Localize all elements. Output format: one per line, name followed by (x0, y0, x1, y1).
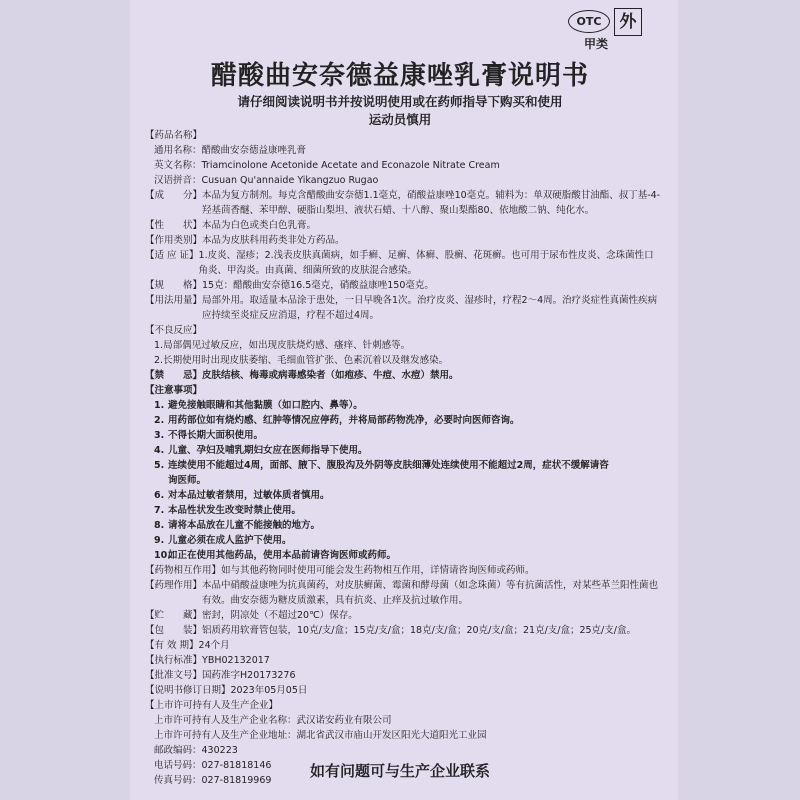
precaution-line: 连续使用不能超过4周，面部、腋下、腹股沟及外阴等皮肤细薄处连续使用不能超过2周，症状不缓解请咨 (168, 460, 609, 471)
english-name-row (145, 158, 663, 173)
fax-label: 传真号码： (154, 775, 202, 786)
precaution-text: 儿童必须在成人监护下使用。 (168, 535, 292, 546)
precaution-number: 7. (154, 505, 165, 516)
interaction-text: 如与其他药物同时使用可能会发生药物相互作用，详情请咨询医师或药师。 (221, 565, 535, 576)
precaution-item (145, 443, 663, 458)
approval-text: 国药准字H20173276 (202, 670, 296, 681)
appearance-label: 【性 状】 (145, 220, 203, 231)
usage-section (145, 293, 663, 323)
external-use-badge: 外 (614, 8, 642, 36)
validity-text: 24个月 (198, 640, 230, 651)
precautions-list (145, 398, 663, 563)
leaflet-body (145, 128, 663, 788)
standard-section (145, 653, 663, 668)
validity-label: 【有 效 期】 (145, 640, 199, 651)
holder-address-row (145, 728, 663, 743)
usage-label: 【用法用量】 (145, 295, 203, 306)
phone-value: 027-81818146 (201, 760, 272, 771)
composition-section (145, 188, 663, 218)
precaution-number: 4. (154, 445, 165, 456)
precaution-number: 1. (154, 400, 165, 411)
precaution-text: 儿童、孕妇及哺乳期妇女应在医师指导下使用。 (168, 445, 368, 456)
composition-label: 【成 分】 (145, 190, 203, 201)
interaction-label: 【药物相互作用】 (145, 565, 222, 576)
precaution-number: 9. (154, 535, 165, 546)
holder-name-value: 武汉诺安药业有限公司 (296, 715, 392, 726)
precaution-text: 不得长期大面积使用。 (168, 430, 264, 441)
composition-text: 本品为复方制剂。每克含醋酸曲安奈德1.1毫克，硝酸益康唑10毫克。辅料为：单双硬脂酸甘油酯、叔丁基-4-羟基茴香醚、苯甲醇、硬脂山梨坦、液状石蜡、十八醇、聚山梨酯80、依地酸二钠、纯化水。 (202, 190, 661, 216)
approval-label: 【批准文号】 (145, 670, 203, 681)
precaution-item (145, 413, 663, 428)
validity-section (145, 638, 663, 653)
common-name-label: 通用名称： (154, 145, 202, 156)
contraindication-label: 【禁 忌】 (145, 370, 203, 381)
common-name-value: 醋酸曲安奈德益康唑乳膏 (201, 145, 307, 156)
precaution-number: 6. (154, 490, 165, 501)
precaution-item (145, 458, 663, 488)
package-text: 铝质药用软膏管包装，10克/支/盒；15克/支/盒；18克/支/盒；20克/支/盒；21克/支/盒；25克/支/盒。 (202, 625, 636, 636)
precaution-item (145, 533, 663, 548)
precaution-text: 避免接触眼睛和其他黏膜（如口腔内、鼻等）。 (168, 400, 363, 411)
holder-address-label: 上市许可持有人及生产企业地址： (154, 730, 297, 741)
category-text: 本品为皮肤科用药类非处方药品。 (202, 235, 345, 246)
appearance-text: 本品为白色或类白色乳膏。 (202, 220, 317, 231)
holder-name-label: 上市许可持有人及生产企业名称： (154, 715, 297, 726)
precaution-number: 10. (154, 550, 171, 561)
fax-value: 027-81819969 (201, 775, 272, 786)
usage-warning: 请仔细阅读说明书并按说明使用或在药师指导下购买和使用 (237, 94, 563, 109)
holder-address-value: 湖北省武汉市庙山开发区阳光大道阳光工业园 (296, 730, 487, 741)
contact-footer: 如有问题可与生产企业联系 (309, 762, 490, 780)
precaution-item (145, 488, 663, 503)
precaution-line: 询医师。 (168, 475, 207, 486)
precaution-text: 如正在使用其他药品，使用本品前请咨询医师或药师。 (168, 550, 397, 561)
adverse-item: 2.长期使用时出现皮肤萎缩、毛细血管扩张、色素沉着以及继发感染。 (154, 355, 449, 366)
revision-label: 【说明书修订日期】 (145, 685, 231, 696)
package-section (145, 623, 663, 638)
standard-text: YBH02132017 (202, 655, 270, 666)
storage-label: 【贮 藏】 (145, 610, 203, 621)
phone-label: 电话号码： (154, 760, 202, 771)
english-name-label: 英文名称： (154, 160, 202, 171)
precaution-item (145, 398, 663, 413)
precaution-number: 2. (154, 415, 165, 426)
precaution-text: 对本品过敏者禁用，过敏体质者慎用。 (168, 490, 330, 501)
drug-name-header: 【药品名称】 (145, 130, 203, 141)
contraindication-text: 皮肤结核、梅毒或病毒感染者（如疱疹、牛痘、水痘）禁用。 (202, 370, 459, 381)
indications-text: 1.皮炎、湿疹；2.浅表皮肤真菌病，如手癣、足癣、体癣、股癣、花斑癣。也可用于尿布性皮炎、念珠菌性口角炎、甲沟炎。由真菌、细菌所致的皮肤混合感染。 (198, 250, 654, 276)
indications-section (145, 248, 663, 278)
usage-text: 局部外用。取适量本品涂于患处，一日早晚各1次。治疗皮炎、湿疹时，疗程2～4周。治疗炎症性真菌性疾病应持续至炎症反应消退，疗程不超过4周。 (202, 295, 658, 321)
standard-label: 【执行标准】 (145, 655, 203, 666)
contraindication-section (145, 368, 663, 383)
precaution-text (168, 458, 663, 488)
adverse-item: 1.局部偶见过敏反应，如出现皮肤烧灼感、瘙痒、针刺感等。 (154, 340, 411, 351)
precaution-text: 请将本品放在儿童不能接触的地方。 (168, 520, 321, 531)
approval-section (145, 668, 663, 683)
storage-section (145, 608, 663, 623)
postal-code-row (145, 743, 663, 758)
pinyin-name-value: Cusuan Qu'annaide Yikangzuo Rugao (201, 175, 379, 186)
category-label: 【作用类别】 (145, 235, 203, 246)
athlete-warning: 运动员慎用 (368, 112, 432, 127)
indications-label: 【适 应 证】 (145, 250, 199, 261)
package-label: 【包 装】 (145, 625, 203, 636)
precaution-number: 3. (154, 430, 165, 441)
precaution-item (145, 428, 663, 443)
adverse-label: 【不良反应】 (145, 325, 203, 336)
holder-label: 【上市许可持有人及生产企业】 (145, 700, 279, 711)
precaution-item (145, 518, 663, 533)
precaution-item (145, 503, 663, 518)
spec-label: 【规 格】 (145, 280, 203, 291)
pharmacology-text: 本品中硝酸益康唑为抗真菌药，对皮肤癣菌、霉菌和酵母菌（如念珠菌）等有抗菌活性，对某些革兰阳性菌也有效。曲安奈德为糖皮质激素，具有抗炎、止痒及抗过敏作用。 (202, 580, 659, 606)
precaution-item (145, 548, 663, 563)
english-name-value: Triamcinolone Acetonide Acetate and Econazole Nitrate Cream (201, 160, 500, 171)
postal-code-label: 邮政编码： (154, 745, 202, 756)
spec-section (145, 278, 663, 293)
category-section (145, 233, 663, 248)
spec-text: 15克：醋酸曲安奈德16.5毫克，硝酸益康唑150毫克。 (202, 280, 434, 291)
precaution-number: 5. (154, 460, 165, 471)
postal-code-value: 430223 (201, 745, 238, 756)
revision-text: 2023年05月05日 (230, 685, 308, 696)
storage-text: 密封，阴凉处（不超过20℃）保存。 (202, 610, 358, 621)
pinyin-name-label: 汉语拼音： (154, 175, 202, 186)
class-a-label: 甲类 (584, 37, 609, 51)
pharmacology-section (145, 578, 663, 608)
precaution-text: 用药部位如有烧灼感、红肿等情况应停药，并将局部药物洗净，必要时向医师咨询。 (168, 415, 520, 426)
precautions-label: 【注意事项】 (145, 385, 203, 396)
holder-name-row (145, 713, 663, 728)
revision-section (145, 683, 663, 698)
appearance-section (145, 218, 663, 233)
precaution-number: 8. (154, 520, 165, 531)
otc-badge: OTC (568, 10, 610, 33)
pinyin-name-row (145, 173, 663, 188)
interaction-section (145, 563, 663, 578)
common-name-row (145, 143, 663, 158)
pharmacology-label: 【药理作用】 (145, 580, 203, 591)
document-title: 醋酸曲安奈德益康唑乳膏说明书 (210, 61, 589, 91)
precaution-text: 本品性状发生改变时禁止使用。 (168, 505, 302, 516)
